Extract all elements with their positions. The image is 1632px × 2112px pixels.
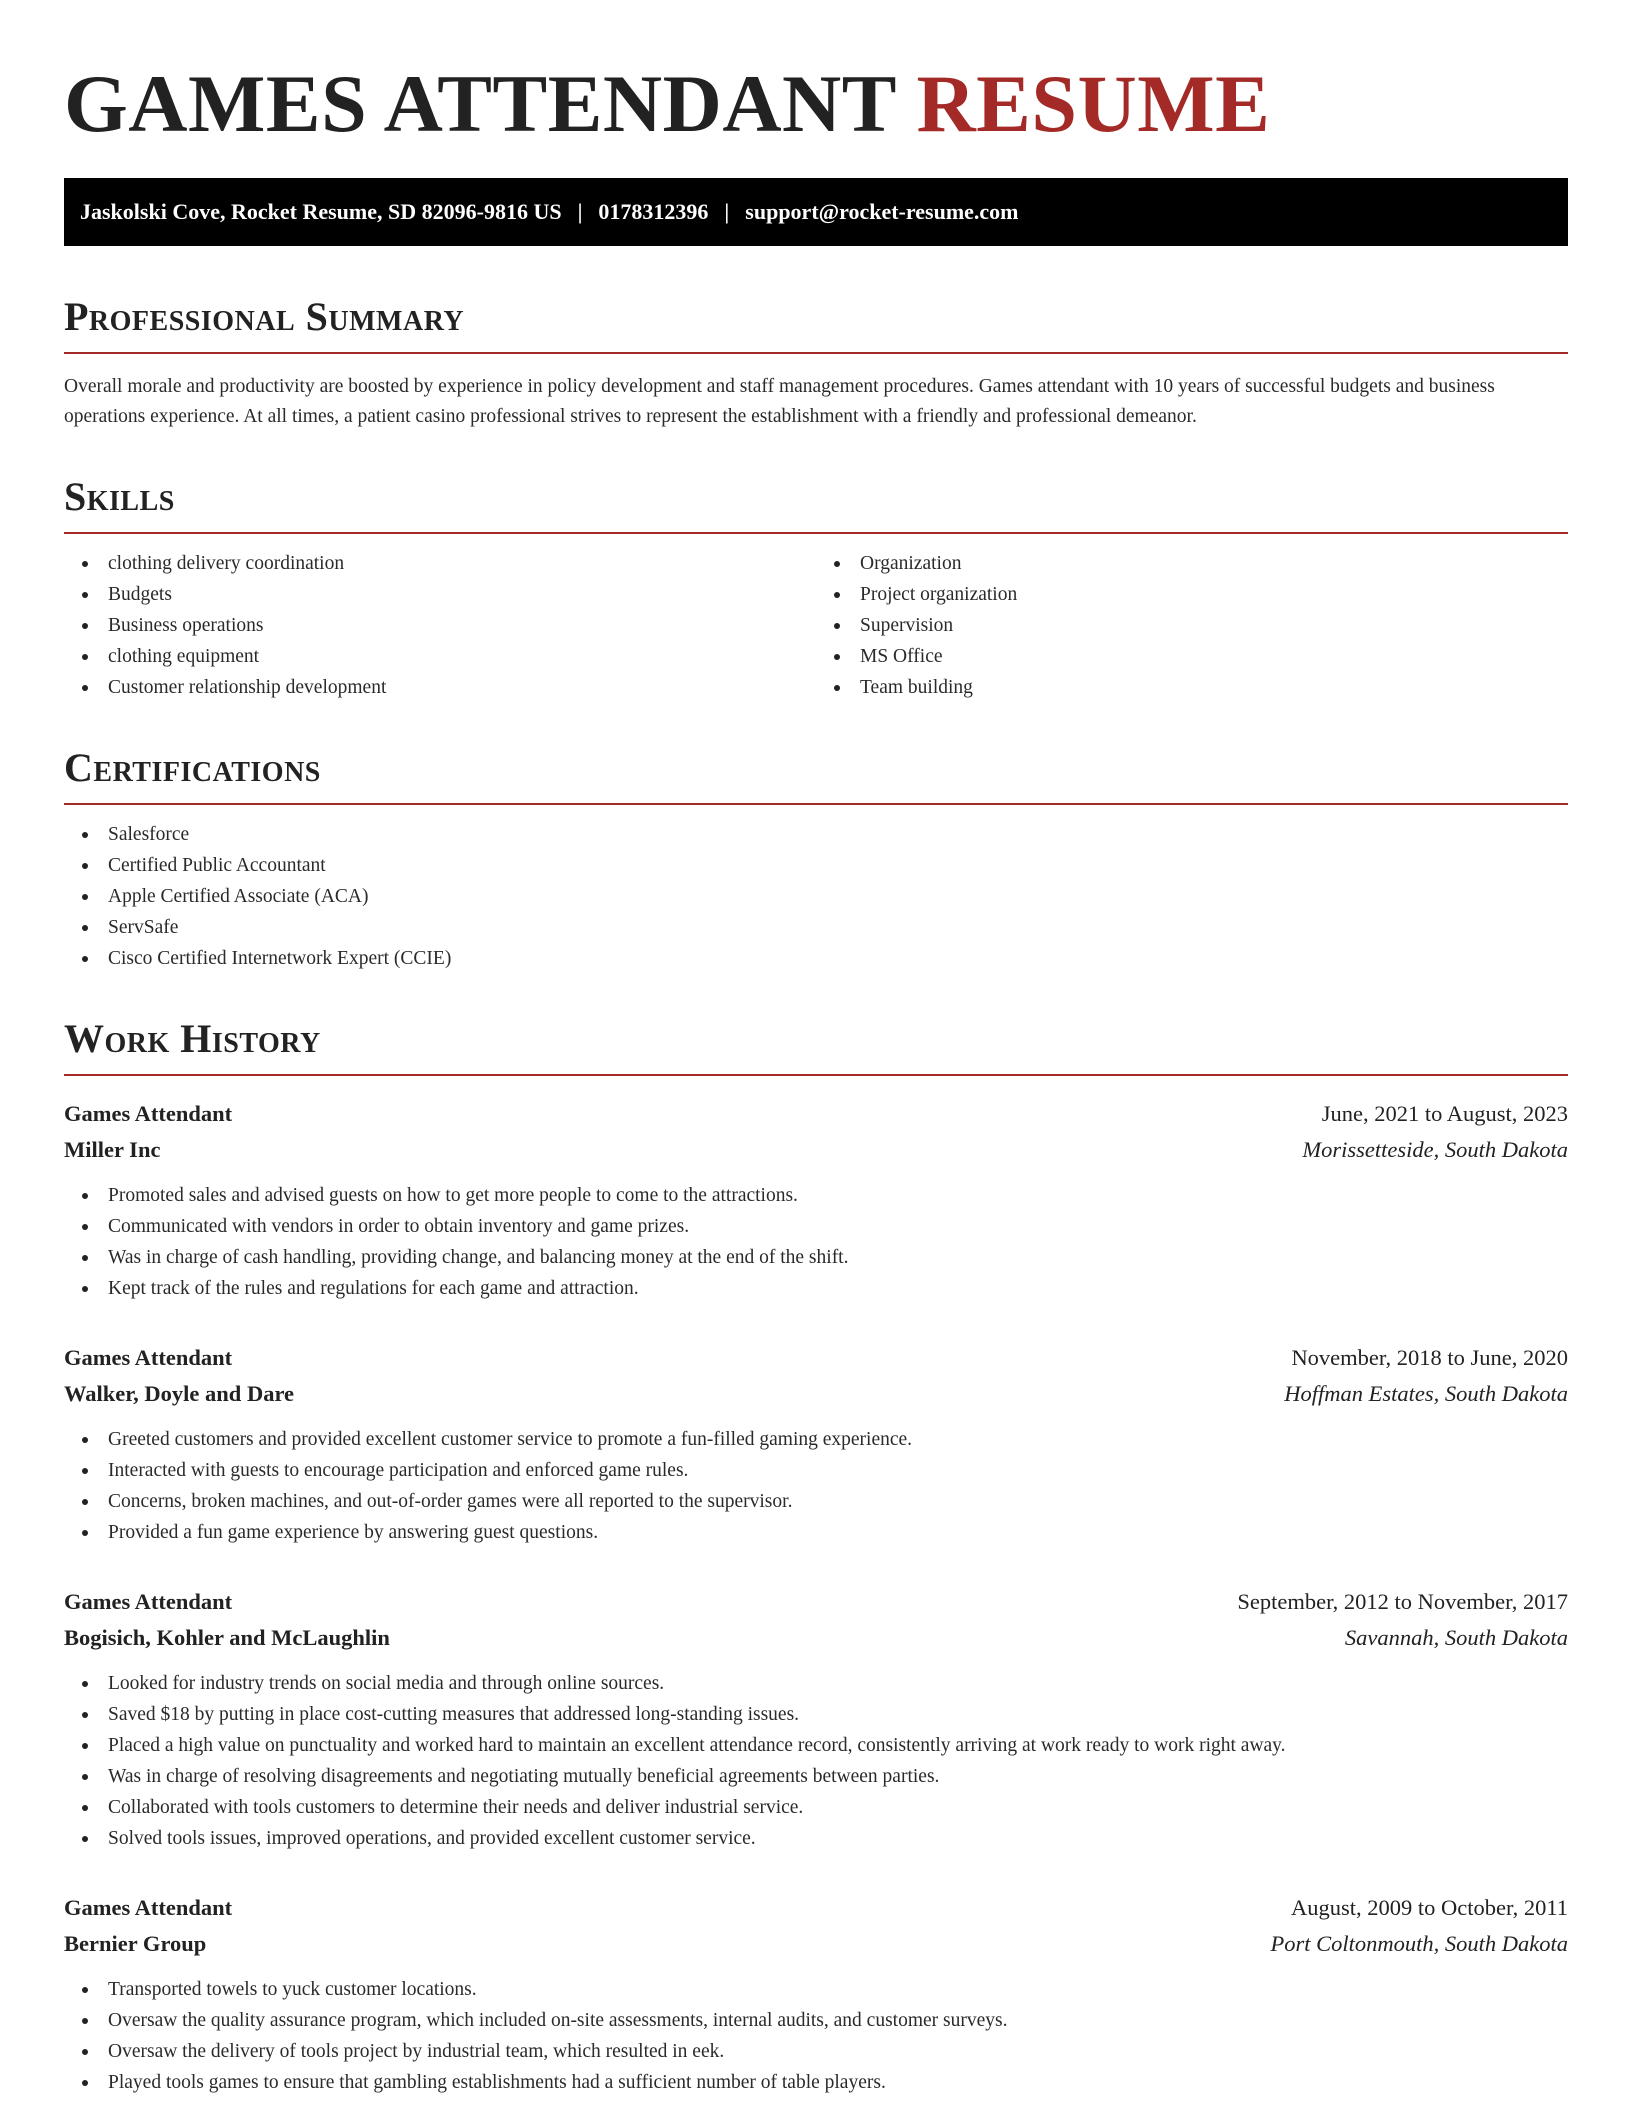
contact-email[interactable]: support@rocket-resume.com (745, 199, 1019, 224)
job-duty: Was in charge of cash handling, providing change, and balancing money at the end of the shift. (108, 1242, 1568, 1273)
job-dates: September, 2012 to November, 2017 (1237, 1589, 1568, 1614)
job-dates: August, 2009 to October, 2011 (1291, 1895, 1568, 1920)
contact-bar (64, 178, 1568, 246)
job-company: Miller Inc (64, 1137, 161, 1162)
summary-heading: Professional Summary (64, 294, 1568, 354)
resume-title (64, 60, 1568, 148)
certification-item: Certified Public Accountant (108, 850, 1568, 881)
job-location: Morissetteside, South Dakota (1302, 1137, 1568, 1162)
certifications-heading: Certifications (64, 745, 1568, 805)
job-duty: Promoted sales and advised guests on how to get more people to come to the attractions. (108, 1180, 1568, 1211)
skill-item: Team building (860, 672, 1568, 703)
job-duty: Placed a high value on punctuality and worked hard to maintain an excellent attendance record, consistently arriving at work ready to work right away. (108, 1730, 1568, 1761)
summary-section (64, 294, 1568, 432)
job-title: Games Attendant (64, 1345, 233, 1370)
contact-phone: 0178312396 (598, 199, 709, 224)
job-header-row (64, 1890, 1568, 1926)
job-duty: Kept track of the rules and regulations for each game and attraction. (108, 1273, 1568, 1304)
job-duty: Was in charge of resolving disagreements and negotiating mutually beneficial agreements between parties. (108, 1761, 1568, 1792)
job-title: Games Attendant (64, 1589, 233, 1614)
skill-item: Budgets (108, 579, 816, 610)
job-company: Bogisich, Kohler and McLaughlin (64, 1625, 390, 1650)
certification-item: Cisco Certified Internetwork Expert (CCIE) (108, 943, 1568, 974)
job-header-row (64, 1340, 1568, 1376)
job-header-row (64, 1584, 1568, 1620)
job-duty: Transported towels to yuck customer locations. (108, 1974, 1568, 2005)
contact-address: Jaskolski Cove, Rocket Resume, SD 82096-9816 US (80, 199, 562, 224)
certifications-list (64, 819, 1568, 974)
job-duty: Oversaw the delivery of tools project by industrial team, which resulted in eek. (108, 2036, 1568, 2067)
skills-list-right (816, 548, 1568, 703)
job-duty: Played tools games to ensure that gambling establishments had a sufficient number of table players. (108, 2067, 1568, 2098)
certification-item: Apple Certified Associate (ACA) (108, 881, 1568, 912)
certifications-section (64, 745, 1568, 974)
job-duty: Collaborated with tools customers to determine their needs and deliver industrial service. (108, 1792, 1568, 1823)
job-company-row (64, 1926, 1568, 1962)
job-company: Walker, Doyle and Dare (64, 1381, 295, 1406)
job-title: Games Attendant (64, 1895, 233, 1920)
job-entry (64, 1890, 1568, 2098)
job-duties-list (64, 1424, 1568, 1548)
title-main: GAMES ATTENDANT (64, 58, 896, 149)
job-location: Hoffman Estates, South Dakota (1284, 1381, 1568, 1406)
job-company-row (64, 1132, 1568, 1168)
job-duty: Solved tools issues, improved operations, and provided excellent customer service. (108, 1823, 1568, 1854)
job-duty: Greeted customers and provided excellent customer service to promote a fun-filled gaming experience. (108, 1424, 1568, 1455)
job-company: Bernier Group (64, 1931, 207, 1956)
job-duty: Saved $18 by putting in place cost-cutting measures that addressed long-standing issues. (108, 1699, 1568, 1730)
skill-item: MS Office (860, 641, 1568, 672)
job-location: Port Coltonmouth, South Dakota (1270, 1931, 1568, 1956)
skill-item: Project organization (860, 579, 1568, 610)
contact-separator: | (577, 199, 583, 224)
title-accent: RESUME (916, 58, 1271, 149)
contact-separator: | (724, 199, 730, 224)
skill-item: Customer relationship development (108, 672, 816, 703)
work-history-section (64, 1016, 1568, 2098)
job-duty: Communicated with vendors in order to obtain inventory and game prizes. (108, 1211, 1568, 1242)
job-duties-list (64, 1180, 1568, 1304)
certification-item: Salesforce (108, 819, 1568, 850)
skills-list-left (64, 548, 816, 703)
job-title: Games Attendant (64, 1101, 233, 1126)
job-dates: June, 2021 to August, 2023 (1321, 1101, 1568, 1126)
skills-heading: Skills (64, 474, 1568, 534)
skill-item: Organization (860, 548, 1568, 579)
job-duties-list (64, 1974, 1568, 2098)
job-location: Savannah, South Dakota (1344, 1625, 1568, 1650)
summary-text: Overall morale and productivity are boosted by experience in policy development and staff management procedures. Games attendant with 10 years of successful budgets and business operations experience. At all times, a patient casino professional strives to represent the establishment with a friendly and professional demeanor. (64, 376, 1495, 427)
job-entry (64, 1096, 1568, 1304)
job-header-row (64, 1096, 1568, 1132)
job-entry (64, 1340, 1568, 1548)
job-dates: November, 2018 to June, 2020 (1291, 1345, 1568, 1370)
job-entry (64, 1584, 1568, 1854)
job-duty: Provided a fun game experience by answering guest questions. (108, 1517, 1568, 1548)
job-company-row (64, 1620, 1568, 1656)
job-duty: Looked for industry trends on social media and through online sources. (108, 1668, 1568, 1699)
skills-section (64, 474, 1568, 703)
skills-grid (64, 534, 1568, 703)
job-duty: Interacted with guests to encourage participation and enforced game rules. (108, 1455, 1568, 1486)
skill-item: Business operations (108, 610, 816, 641)
job-duty: Oversaw the quality assurance program, which included on-site assessments, internal audits, and customer surveys. (108, 2005, 1568, 2036)
job-duties-list (64, 1668, 1568, 1854)
certification-item: ServSafe (108, 912, 1568, 943)
job-company-row (64, 1376, 1568, 1412)
job-duty: Concerns, broken machines, and out-of-order games were all reported to the supervisor. (108, 1486, 1568, 1517)
work-history-heading: Work History (64, 1016, 1568, 1076)
skill-item: clothing equipment (108, 641, 816, 672)
skill-item: clothing delivery coordination (108, 548, 816, 579)
skill-item: Supervision (860, 610, 1568, 641)
